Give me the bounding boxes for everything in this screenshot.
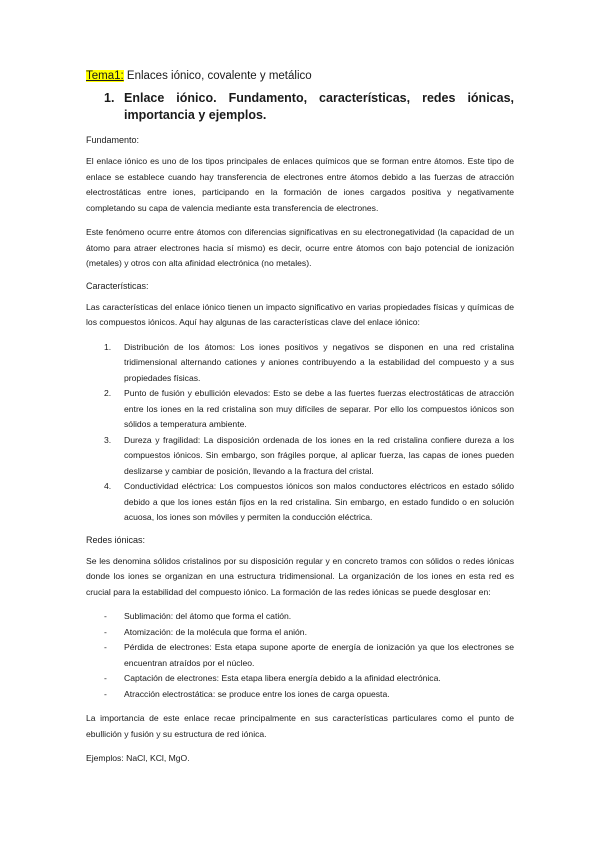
- item-number: 4.: [104, 481, 112, 491]
- item-number: 1.: [104, 341, 112, 352]
- list-item: [86, 687, 514, 703]
- item-text: Dureza y fragilidad: La disposición ordenada de los iones en la red cristalina confiere dureza a los compuestos iónicos. Sin embargo, son frágiles porque, al aplicar fuerza, las capas de iones pueden deslizarse y cambiar de posición, llevando a la fractura del cristal.: [124, 434, 514, 476]
- dash-bullet: -: [104, 626, 107, 637]
- item-text: Punto de fusión y ebullición elevados: Esto se debe a las fuertes fuerzas electrostáticas de atracción entre los iones en la red cristalina son muy difíciles de separar. Por ello los compuestos iónicos son sólidos a temperatura ambiente.: [124, 388, 514, 429]
- fundamento-paragraph-1: El enlace iónico es uno de los tipos principales de enlaces químicos que se forman entre átomos. Este tipo de enlace se establece cuando hay transferencia de electrones entre átomos debido a las fuerzas de atracción electrostáticas entre iones, participando en la formación de iones cargados positiva y negativamente completando su capa de valencia mediante esta transferencia de electrones.: [86, 156, 514, 213]
- fundamento-paragraph-2: Este fenómeno ocurre entre átomos con diferencias significativas en su electronegatividad (la capacidad de un átomo para atraer electrones hacia sí mismo) es decir, ocurre entre átomos con bajo potencial de ionización (metales) y otros con alta afinidad electrónica (no metales).: [86, 227, 514, 268]
- document-page: [86, 70, 514, 776]
- list-item: [86, 386, 514, 433]
- topic-title: Enlaces iónico, covalente y metálico: [123, 70, 312, 82]
- item-text: Atracción electrostática: se produce entre los iones de carga opuesta.: [124, 688, 390, 699]
- topic-label: Tema1:: [86, 70, 124, 82]
- item-text: Sublimación: del átomo que forma el catión.: [124, 611, 292, 621]
- topic-line: [86, 70, 514, 82]
- importancia-paragraph: La importancia de este enlace recae principalmente en sus características particulares como el punto de ebullición y fusión y su estructura de red iónica.: [86, 713, 514, 739]
- item-number: 2.: [104, 388, 112, 398]
- dash-bullet: -: [104, 611, 107, 621]
- dash-bullet: -: [104, 642, 107, 652]
- redes-heading: Redes iónicas:: [86, 534, 146, 545]
- section-heading: [86, 90, 514, 124]
- section-number: 1.: [104, 91, 115, 105]
- list-item: [86, 625, 514, 641]
- fundamento-heading: Fundamento:: [86, 135, 140, 145]
- redes-list: [86, 609, 514, 702]
- dash-bullet: -: [104, 673, 107, 683]
- item-number: 3.: [104, 434, 112, 445]
- list-item: [86, 479, 514, 526]
- item-text: Atomización: de la molécula que forma el anión.: [124, 626, 307, 637]
- section-title: Enlace iónico. Fundamento, características, redes iónicas, importancia y ejemplos.: [124, 91, 514, 122]
- redes-intro: Se les denomina sólidos cristalinos por su disposición regular y en concreto tramos con sólidos o redes iónicas donde los iones se organizan en una estructura tridimensional. La organización de los iones en esta red es crucial para la estabilidad del compuesto iónico. La formación de las redes iónicas se puede desglosar en:: [86, 555, 514, 597]
- caracteristicas-list: [86, 340, 514, 526]
- item-text: Conductividad eléctrica: Los compuestos iónicos son malos conductores eléctricos en estado sólido debido a que los iones están fijos en la red cristalina. Sin embargo, en estado fundido o en solución acuosa, los iones son móviles y permiten la conducción eléctrica.: [124, 481, 514, 522]
- ejemplos-line: Ejemplos: NaCl, KCl, MgO.: [86, 753, 190, 763]
- list-item: [86, 340, 514, 387]
- list-item: [86, 640, 514, 671]
- item-text: Distribución de los átomos: Los iones positivos y negativos se disponen en una red cristalina tridimensional alternando cationes y aniones contribuyendo a la estabilidad del compuesto y a sus propiedades físicas.: [124, 341, 514, 383]
- list-item: [86, 671, 514, 687]
- caracteristicas-intro: Las características del enlace iónico tienen un impacto significativo en varias propiedades físicas y químicas de los compuestos iónicos. Aquí hay algunas de las características clave del enlace iónico:: [86, 301, 514, 327]
- list-item: [86, 609, 514, 625]
- item-text: Captación de electrones: Esta etapa libera energía debido a la afinidad electrónica.: [124, 673, 441, 683]
- list-item: [86, 433, 514, 480]
- item-text: Pérdida de electrones: Esta etapa supone aporte de energía de ionización ya que los electrones se encuentran atraídos por el núcleo.: [124, 642, 514, 668]
- caracteristicas-heading: Características:: [86, 280, 149, 291]
- dash-bullet: -: [104, 688, 107, 699]
